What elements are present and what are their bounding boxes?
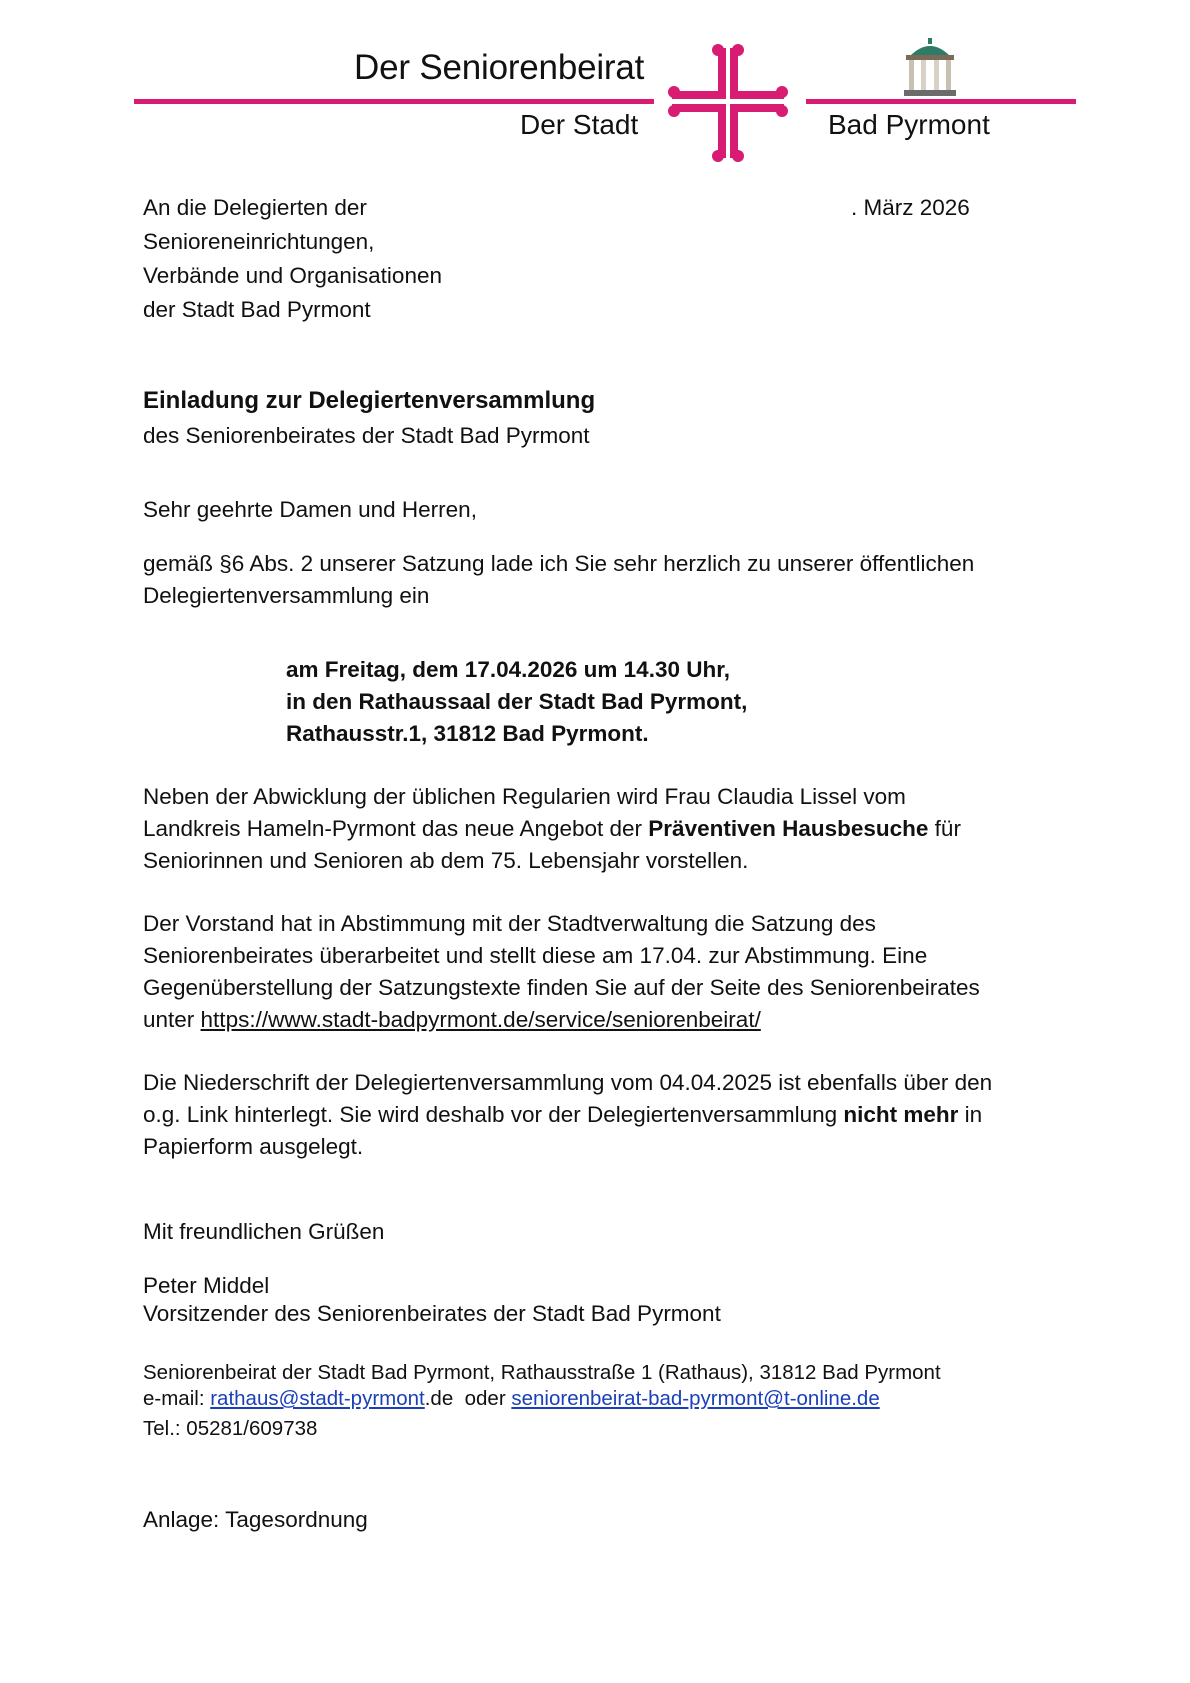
para-line [143, 1099, 1103, 1131]
seniorenbeirat-link[interactable]: https://www.stadt-badpyrmont.de/service/seniorenbeirat/ [200, 1007, 761, 1032]
email-link-seniorenbeirat[interactable]: seniorenbeirat-bad-pyrmont@t-online.de [511, 1387, 880, 1410]
meeting-line: am Freitag, dem 17.04.2026 um 14.30 Uhr, [286, 657, 730, 682]
emphasis-text: Präventiven Hausbesuche [648, 816, 929, 841]
para-line: Seniorinnen und Senioren ab dem 75. Lebensjahr vorstellen. [143, 848, 749, 873]
para-line: Papierform ausgelegt. [143, 1134, 364, 1159]
para-text: Landkreis Hameln-Pyrmont das neue Angebot der [143, 816, 649, 841]
contact-email-line [143, 1386, 941, 1412]
attachment-note: Anlage: Tagesordnung [143, 1507, 368, 1532]
agenda-paragraph [143, 781, 1103, 877]
header-rule-right [806, 99, 1076, 104]
para-line: Gegenüberstellung der Satzungstexte finden Sie auf der Seite des Seniorenbeirates [143, 975, 980, 1000]
contact-block [143, 1360, 941, 1442]
header-rule-left [134, 99, 654, 104]
para-text: in [958, 1102, 983, 1127]
statute-paragraph [143, 908, 1103, 1036]
para-line: Der Vorstand hat in Abstimmung mit der Stadtverwaltung die Satzung des [143, 911, 876, 936]
para-text: o.g. Link hinterlegt. Sie wird deshalb vor der Delegiertenversammlung [143, 1102, 844, 1127]
minutes-paragraph [143, 1067, 1103, 1163]
header-left-subtitle: Der Stadt [520, 109, 639, 140]
para-text: für [928, 816, 961, 841]
recipient-address [143, 192, 442, 326]
email-link-rathaus[interactable]: rathaus@stadt-pyrmont [210, 1387, 425, 1410]
pavilion-logo-icon [900, 36, 960, 98]
contact-address: Seniorenbeirat der Stadt Bad Pyrmont, Rathausstraße 1 (Rathaus), 31812 Bad Pyrmont [143, 1361, 941, 1384]
intro-line: gemäß §6 Abs. 2 unserer Satzung lade ich Sie sehr herzlich zu unserer öffentlichen [143, 551, 975, 576]
subject-subtitle: des Seniorenbeirates der Stadt Bad Pyrmont [143, 423, 590, 448]
subject-title: Einladung zur Delegiertenversammlung [143, 387, 596, 414]
recipient-line: der Stadt Bad Pyrmont [143, 297, 371, 322]
signature-role: Vorsitzender des Seniorenbeirates der Stadt Bad Pyrmont [143, 1301, 721, 1326]
contact-email-label: e-mail: [143, 1387, 211, 1410]
para-line: Seniorenbeirates überarbeitet und stellt diese am 17.04. zur Abstimmung. Eine [143, 943, 928, 968]
para-line: Die Niederschrift der Delegiertenversammlung vom 04.04.2025 ist ebenfalls über den [143, 1070, 993, 1095]
para-line [143, 813, 1103, 845]
meeting-line: Rathausstr.1, 31812 Bad Pyrmont. [286, 721, 649, 746]
signature-name: Peter Middel [143, 1273, 270, 1298]
letter-date: . März 2026 [851, 195, 970, 220]
contact-phone: Tel.: 05281/609738 [143, 1417, 318, 1440]
para-text: unter [143, 1007, 201, 1032]
meeting-details [286, 654, 747, 750]
cross-logo-icon [668, 44, 788, 162]
para-line: Neben der Abwicklung der üblichen Regularien wird Frau Claudia Lissel vom [143, 784, 906, 809]
meeting-line: in den Rathaussaal der Stadt Bad Pyrmont, [286, 689, 748, 714]
signature [143, 1272, 721, 1328]
recipient-line: Senioreneinrichtungen, [143, 229, 375, 254]
closing: Mit freundlichen Grüßen [143, 1219, 385, 1244]
emphasis-text: nicht mehr [843, 1102, 959, 1127]
email-suffix: .de [424, 1387, 454, 1410]
email-separator: oder [453, 1387, 512, 1410]
recipient-line: Verbände und Organisationen [143, 263, 442, 288]
org-title: Der Seniorenbeirat [354, 48, 645, 87]
intro-paragraph [143, 548, 1103, 612]
intro-line: Delegiertenversammlung ein [143, 583, 430, 608]
para-line [143, 1004, 1103, 1036]
header-right-subtitle: Bad Pyrmont [828, 109, 990, 140]
salutation: Sehr geehrte Damen und Herren, [143, 497, 477, 522]
recipient-line: An die Delegierten der [143, 195, 367, 220]
